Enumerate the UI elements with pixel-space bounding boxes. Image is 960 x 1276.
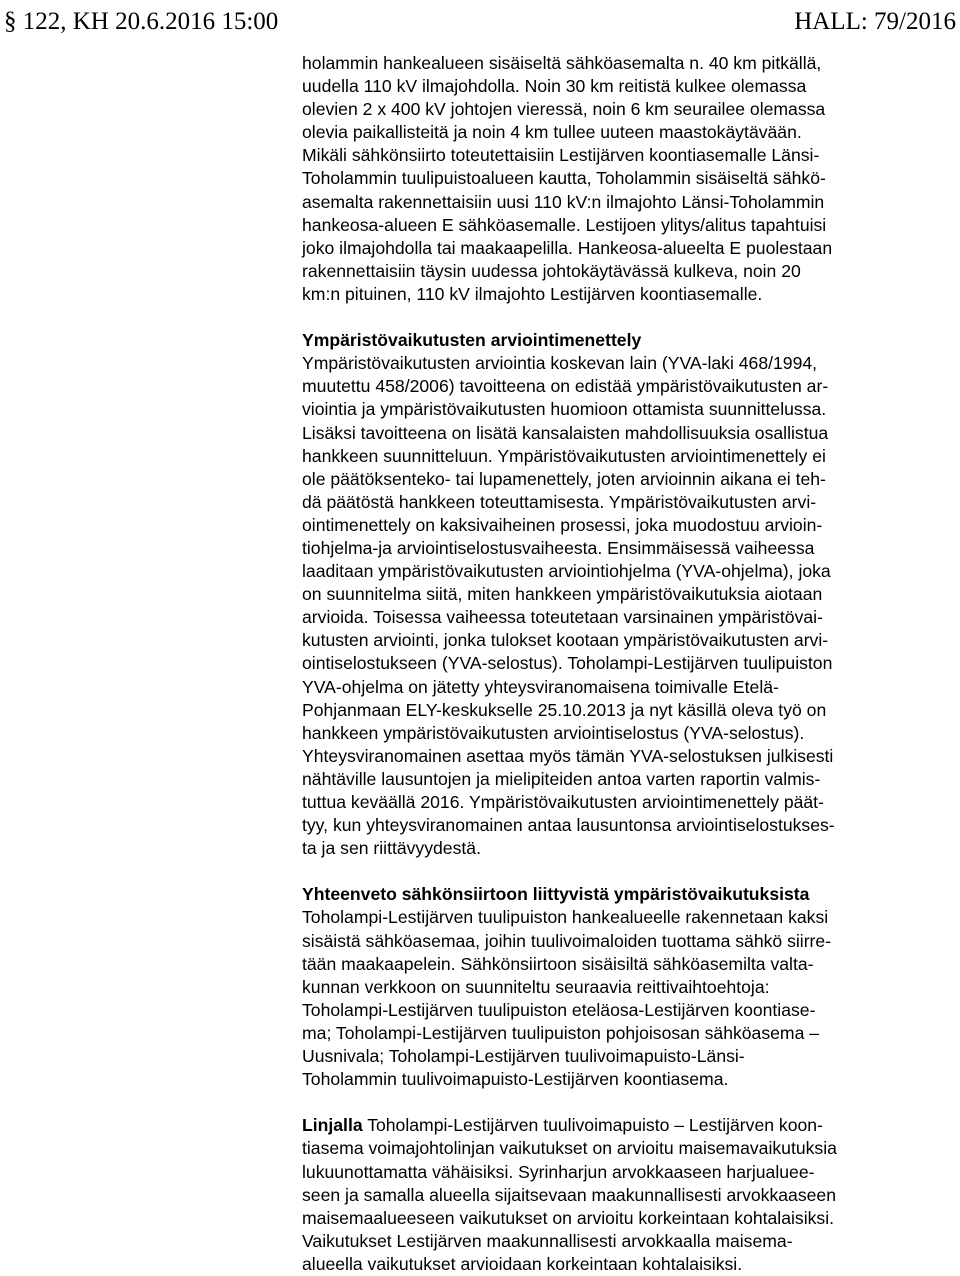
text-line: tiohjelma-ja arviointiselostusvaiheesta. Ensimmäisessä vaiheessa [302,537,815,558]
text-line: asemalta rakennettaisiin uusi 110 kV:n ilmajohto Länsi-Toholammin [302,191,825,212]
text-line: olevien 2 x 400 kV johtojen vieressä, noin 6 km seurailee olemassa [302,99,826,120]
text-line: YVA-ohjelma on jätetty yhteysviranomaisena toimivalle Etelä- [302,676,779,697]
text-line: joko ilmajohdolla tai maakaapelilla. Hankeosa-alueelta E puolestaan [302,237,833,258]
text-line: Toholampi-Lestijärven tuulipuiston hankealueelle rakennetaan kaksi [302,907,829,928]
text-line: ma; Toholampi-Lestijärven tuulipuiston pohjoisosan sähköasema – [302,1022,820,1043]
text-line: rakennettaisiin täysin uudessa johtokäytävässä kulkeva, noin 20 [302,260,801,281]
text-line: arvioida. Toisessa vaiheessa toteutetaan varsinainen ympäristövai- [302,607,823,628]
text-line: laaditaan ympäristövaikutusten arviointiohjelma (YVA-ohjelma), joka [302,561,831,582]
summary-paragraph [302,906,958,1091]
text-line: nähtäville lausuntojen ja mielipiteiden antoa varten raportin valmis- [302,768,821,789]
header-section-ref: § 122, KH 20.6.2016 15:00 [4,8,279,35]
text-line: lukuunottamatta vähäisiksi. Syrinharjun arvokkaaseen harjualuee- [302,1161,815,1182]
text-line: sisäistä sähköasemaa, joihin tuulivoimaloiden tuottama sähkö siirre- [302,930,832,951]
text-line: on suunnitelma siitä, miten hankkeen ympäristövaikutuksia aiotaan [302,584,823,605]
text-line: Toholampi-Lestijärven tuulipuiston eteläosa-Lestijärven koontiase- [302,999,816,1020]
header-document-ref: HALL: 79/2016 [794,8,956,35]
section-linjalla [302,1114,958,1276]
text-line: tiasema voimajohtolinjan vaikutukset on arvioitu maisemavaikutuksia [302,1138,837,1159]
section-heading: Yhteenveto sähkönsiirtoon liittyvistä ympäristövaikutuksista [302,884,810,905]
text-line: ta ja sen riittävyydestä. [302,838,481,859]
text-line: Pohjanmaan ELY-keskukselle 25.10.2013 ja nyt käsillä oleva työ on [302,699,827,720]
text-line: Uusnivala; Toholampi-Lestijärven tuulivoimapuisto-Länsi- [302,1046,745,1067]
page-header [4,6,956,40]
text-line: holammin hankealueen sisäiseltä sähköasemalta n. 40 km pitkällä, [302,53,822,73]
text-line: Toholammin tuulipuistoalueen kautta, Toholammin sisäiseltä sähkö- [302,168,826,189]
text-line: Mikäli sähkönsiirto toteutettaisiin Lestijärven koontiasemalle Länsi- [302,145,820,166]
text-line: hankeosa-alueen E sähköasemalle. Lestijoen ylitys/alitus tapahtuisi [302,214,827,235]
text-line: tyy, kun yhteysviranomainen antaa lausuntonsa arviointiselostukses- [302,815,835,836]
linjalla-paragraph [302,1114,958,1276]
section-summary [302,883,958,1091]
text-line: alueella vaikutukset arvioidaan korkeintaan kohtalaisiksi. [302,1253,743,1274]
intro-paragraph [302,52,958,306]
text-line: km:n pituinen, 110 kV ilmajohto Lestijärven koontiasemalle. [302,283,763,304]
text-line: Yhteysviranomainen asettaa myös tämän YVA-selostuksen julkisesti [302,745,834,766]
text-line: Toholammin tuulivoimapuisto-Lestijärven koontiasema. [302,1069,729,1090]
text-line: uudella 110 kV ilmajohdolla. Noin 30 km reitistä kulkee olemassa [302,76,807,97]
text-line: Ympäristövaikutusten arviointia koskevan lain (YVA-laki 468/1994, [302,353,818,374]
text-line: viointia ja ympäristövaikutusten huomioon ottamista suunnittelussa. [302,399,827,420]
text-line: kunnan verkkoon on suunniteltu seuraavia reittivaihtoehtoja: [302,976,770,997]
text-line: ole päätöksenteko- tai lupamenettely, joten arvioinnin aikana ei teh- [302,468,826,489]
text-line: kutusten arviointi, jonka tulokset kootaan ympäristövaikutusten arvi- [302,630,829,651]
text-line: ointiselostukseen (YVA-selostus). Toholampi-Lestijärven tuulipuiston [302,653,833,674]
text-line: dä päätöstä hankkeen toteuttamisesta. Ympäristövaikutusten arvi- [302,491,817,512]
text-line: tuttua keväällä 2016. Ympäristövaikutusten arviointimenettely päät- [302,792,824,812]
text-line: tään maakaapelein. Sähkönsiirtoon sisäisiltä sähköasemilta valta- [302,953,814,974]
text-line: maisemaalueeseen vaikutukset on arvioitu korkeintaan kohtalaisiksi. [302,1207,835,1228]
text-line: Vaikutukset Lestijärven maakunnallisesti arvokkaalla maisema- [302,1230,793,1251]
text-line: Lisäksi tavoitteena on lisätä kansalaisten mahdollisuuksia osallistua [302,422,829,443]
yva-paragraph [302,352,958,860]
text-line: ointimenettely on kaksivaiheinen prosessi, joka muodostuu arvioin- [302,514,823,535]
text-run: Toholampi-Lestijärven tuulivoimapuisto – Lestijärven koon- [362,1115,823,1136]
text-line: hankkeen suunnitteluun. Ympäristövaikutusten arviointimenettely ei [302,445,826,466]
text-line: hankkeen ympäristövaikutusten arviointiselostus (YVA-selostus). [302,722,805,743]
document-body [302,52,958,1276]
text-line: olevia paikallisteitä ja noin 4 km tullee uuteen maastokäytävään. [302,122,802,143]
section-yva [302,329,958,860]
text-line: seen ja samalla alueella sijaitsevaan maakunnallisesti arvokkaaseen [302,1184,836,1205]
text-line [302,1114,958,1137]
section-heading: Ympäristövaikutusten arviointimenettely [302,330,642,351]
run-in-heading: Linjalla [302,1115,363,1136]
text-line: muutettu 458/2006) tavoitteena on edistää ympäristövaikutusten ar- [302,376,829,397]
